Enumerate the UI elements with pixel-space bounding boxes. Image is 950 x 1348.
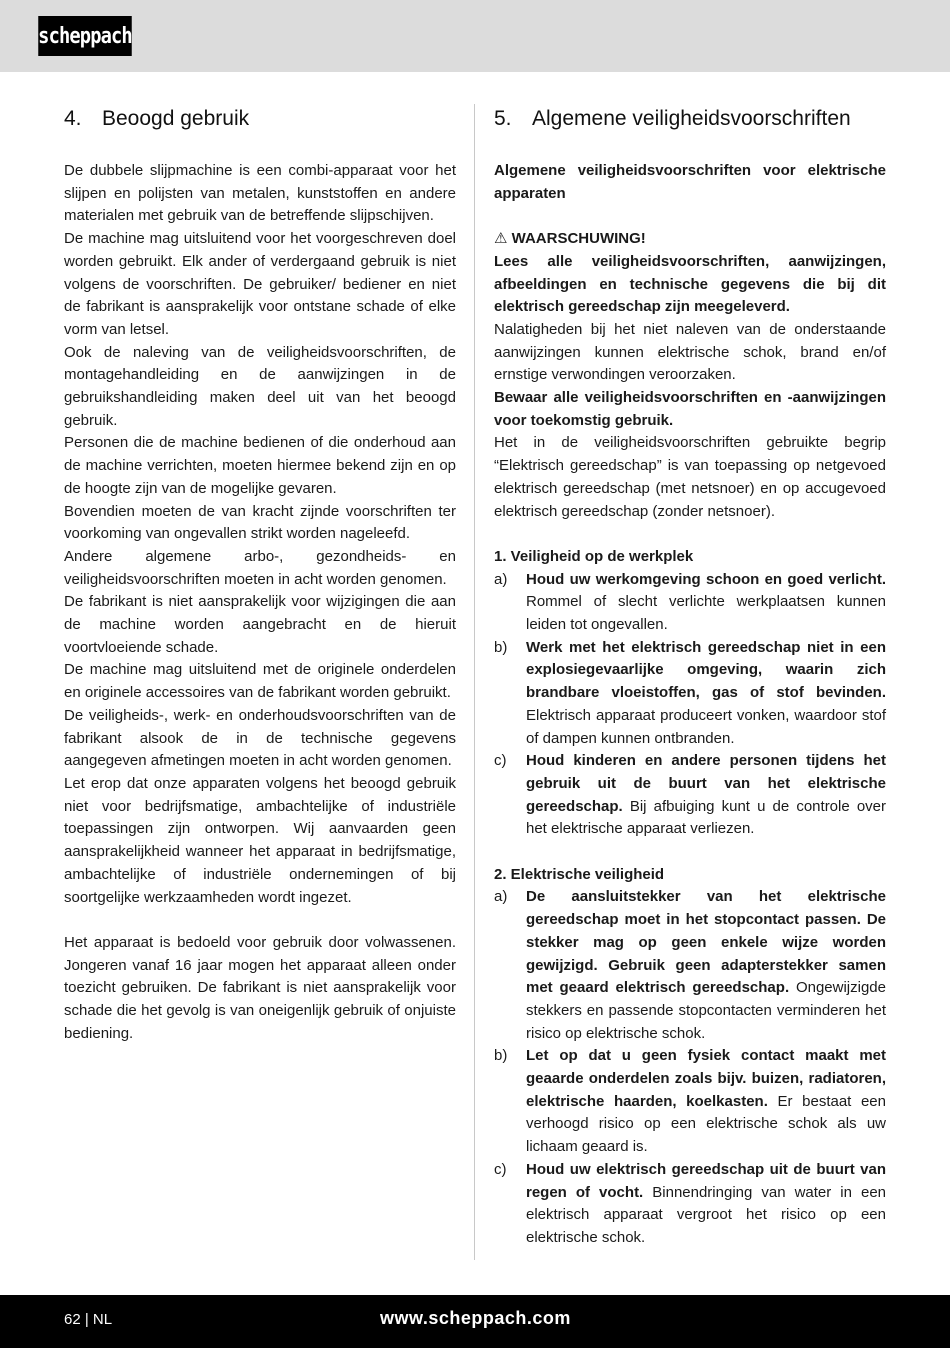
list-item-label: a) bbox=[494, 570, 508, 588]
list-item-normal: Binnendringing van water in een elektrisch apparaat vergroot het risico op een elektrische schok. bbox=[526, 1183, 887, 1246]
list-item bbox=[494, 1045, 886, 1159]
electrical-safety-list bbox=[494, 886, 886, 1249]
list-item-normal: Bij afbuiging kunt u de controle over het elektrische apparaat verliezen. bbox=[526, 797, 886, 838]
list-item-text bbox=[526, 1159, 886, 1250]
right-column bbox=[494, 104, 886, 1250]
subsection-title-electrical: 2. Elektrische veiligheid bbox=[494, 865, 665, 883]
paragraph: Het apparaat is bedoeld voor gebruik door volwassenen. Jongeren vanaf 16 jaar mogen het apparaat alleen onder toezicht gebruiken. De fabrikant is niet aansprakelijk voor schade die het gevolg is van oneigenlijk gebruik of onjuiste bediening. bbox=[64, 933, 456, 1042]
list-item bbox=[494, 750, 886, 841]
list-item-bold: Houd uw werkomgeving schoon en goed verlicht. bbox=[526, 570, 886, 588]
list-item-text bbox=[526, 1045, 886, 1159]
section-subtitle: Algemene veiligheidsvoorschriften voor elektrische apparaten bbox=[494, 162, 886, 202]
heading-title: Beoogd gebruik bbox=[102, 107, 250, 130]
list-item-normal: Er bestaat een verhoogd risico op een elektrische schok als uw lichaam geaard is. bbox=[526, 1092, 886, 1156]
page-footer bbox=[0, 1295, 950, 1348]
paragraph: De machine mag uitsluitend voor het voorgeschreven doel worden gebruikt. Elk ander of verdergaand gebruik is niet volgens de voorschriften. De gebruiker/ bediener en niet de fabrikant is aansprakelijk voor ontstane schade of elke vorm van letsel. bbox=[64, 230, 456, 338]
list-item bbox=[494, 569, 886, 637]
list-item-label: b) bbox=[494, 638, 508, 656]
paragraph: De machine mag uitsluitend met de originele onderdelen en originele accessoires van de fabrikant worden gebruikt. bbox=[64, 661, 456, 702]
list-item-normal: Ongewijzigde stekkers en passende stopcontacten verminderen het risico op elektrische schok. bbox=[526, 979, 886, 1042]
warning-text: Nalatigheden bij het niet naleven van de onderstaande aanwijzingen kunnen elektrische schok, brand en/of ernstige verwondingen veroorzaken. bbox=[494, 320, 886, 384]
list-item bbox=[494, 1159, 886, 1250]
list-item-label: c) bbox=[494, 1160, 507, 1178]
keep-instructions-text: Bewaar alle veiligheidsvoorschriften en -aanwijzingen voor toekomstig gebruik. bbox=[494, 389, 886, 429]
paragraph: De veiligheids-, werk- en onderhoudsvoorschriften van de fabrikant alsook de in de technische gegevens aangegeven afmetingen moeten in acht worden genomen. bbox=[64, 706, 456, 770]
section-heading-safety bbox=[494, 104, 886, 134]
list-item bbox=[494, 886, 886, 1045]
website-url: www.scheppach.com bbox=[380, 1308, 571, 1328]
list-item-bold: Houd kinderen en andere personen tijdens het gebruik uit de buurt van het elektrische gereedschap. bbox=[526, 752, 886, 815]
list-item-text bbox=[526, 750, 886, 841]
list-item-text bbox=[526, 886, 886, 1045]
paragraph: Bovendien moeten de van kracht zijnde voorschriften ter voorkoming van ongevallen strikt worden nageleefd. bbox=[64, 502, 456, 543]
list-item-text bbox=[526, 569, 886, 637]
list-item-bold: Let op dat u geen fysiek contact maakt met geaarde onderdelen zoals bijv. buizen, radiatoren, elektrische haarden, koelkasten. bbox=[526, 1047, 886, 1110]
list-item-label: c) bbox=[494, 752, 507, 770]
subsection-title-workplace: 1. Veiligheid op de werkplek bbox=[494, 547, 694, 565]
page-header bbox=[0, 0, 950, 72]
section-heading-intended-use bbox=[64, 104, 456, 134]
column-divider bbox=[474, 104, 475, 1260]
paragraph: De dubbele slijpmachine is een combi-apparaat voor het slijpen en polijsten van metalen, kunststoffen en andere materialen met gebruik van de betreffende slijpschijven. bbox=[64, 162, 456, 225]
heading-title: Algemene veiligheidsvoorschriften bbox=[532, 107, 851, 130]
list-item-bold: Houd uw elektrisch gereedschap uit de buurt van regen of vocht. bbox=[526, 1160, 886, 1201]
warning-bold-text: Lees alle veiligheidsvoorschriften, aanwijzingen, afbeeldingen en technische gegevens die bij dit elektrisch gereedschap zijn meegeleverd. bbox=[494, 252, 886, 316]
heading-number: 5. bbox=[494, 107, 512, 130]
brand-logo: scheppach bbox=[38, 16, 132, 56]
warning-label: WAARSCHUWING! bbox=[511, 230, 646, 248]
list-item-bold: De aansluitstekker van het elektrische gereedschap moet in het stopcontact passen. De stekker mag op geen enkele wijze worden gewijzigd. Gebruik geen adapterstekker samen met geaard elektrisch gereedschap. bbox=[526, 888, 886, 997]
list-item-bold: Werk met het elektrisch gereedschap niet in een explosiegevaarlijke omgeving, waarin zich brandbare vloeistoffen, gas of stof bevinden. bbox=[526, 638, 886, 702]
list-item-text bbox=[526, 637, 886, 751]
left-column bbox=[64, 104, 456, 1045]
term-definition-text: Het in de veiligheidsvoorschriften gebruikte begrip “Elektrisch gereedschap” is van toepassing op netgevoed elektrisch gereedschap (met netsnoer) en op accugevoed elektrisch gereedschap (zonder netsnoer). bbox=[494, 434, 886, 520]
warning-triangle-icon: ⚠ bbox=[494, 230, 508, 248]
workplace-safety-list bbox=[494, 569, 886, 841]
paragraph: Personen die de machine bedienen of die onderhoud aan de machine verrichten, moeten hiermee bekend zijn en op de hoogte zijn van de mogelijke gevaren. bbox=[64, 434, 456, 497]
paragraph: Ook de naleving van de veiligheidsvoorschriften, de montagehandleiding en de aanwijzingen in de gebruikshandleiding maken deel uit van het beoogd gebruik. bbox=[64, 343, 456, 429]
warning-line bbox=[494, 228, 886, 251]
list-item-label: a) bbox=[494, 888, 508, 906]
paragraph: Let erop dat onze apparaten volgens het beoogd gebruik niet voor bedrijfsmatige, ambachtelijke of industriële toepassingen zijn ontworpen. Wij aanvaarden geen aansprakelijkheid wanneer het apparaat in bedrijfsmatige, ambachtelijke of industriële ondernemingen of bij soortgelijke werkzaamheden wordt ingezet. bbox=[64, 774, 456, 906]
list-item-normal: Elektrisch apparaat produceert vonken, waardoor stof of dampen kunnen ontbranden. bbox=[526, 706, 886, 747]
list-item-label: b) bbox=[494, 1047, 508, 1065]
heading-number: 4. bbox=[64, 107, 82, 130]
page-number: 62 | NL bbox=[64, 1311, 113, 1328]
list-item-normal: Rommel of slecht verlichte werkplaatsen kunnen leiden tot ongevallen. bbox=[526, 593, 886, 634]
paragraph: Andere algemene arbo-, gezondheids- en veiligheidsvoorschriften moeten in acht worden genomen. bbox=[64, 547, 456, 588]
paragraph: De fabrikant is niet aansprakelijk voor wijzigingen die aan de machine worden aangebracht en de hieruit voortvloeiende schade. bbox=[64, 593, 456, 656]
list-item bbox=[494, 637, 886, 751]
